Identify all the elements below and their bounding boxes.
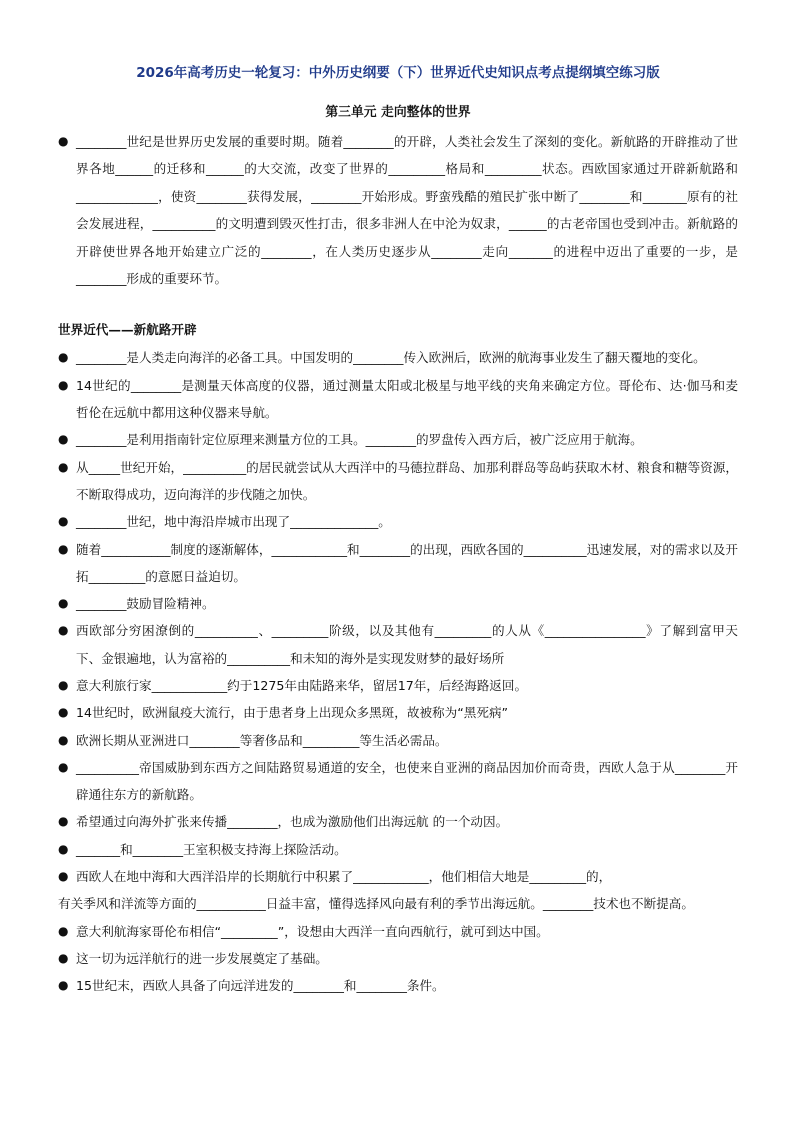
bullet-icon: ● (58, 678, 69, 692)
item-list (58, 344, 738, 999)
list-item-text: 14世纪的________是测量天体高度的仪器，通过测量太阳或北极星与地平线的夹角来确定方位。哥伦布、达·伽马和麦哲伦在远航中都用这种仪器来导航。 (76, 377, 738, 421)
list-item (58, 699, 738, 726)
bullet-icon: ● (58, 978, 69, 993)
list-item (58, 672, 738, 699)
list-item (58, 836, 738, 863)
bullet-icon: ● (58, 759, 69, 774)
list-item-text: ________世纪，地中海沿岸城市出现了______________。 (76, 514, 391, 530)
list-item-text: __________帝国威胁到东西方之间陆路贸易通道的安全，也使来自亚洲的商品因加价而奇贵，西欧人急于从________开辟通往东方的新航路。 (76, 759, 738, 803)
bullet-icon: ● (58, 869, 69, 884)
list-item-text: 意大利旅行家____________约于1275年由陆路来华，留居17年，后经海路返回。 (76, 678, 528, 693)
continuation-text: 有关季风和洋流等方面的___________日益丰富，懂得选择风向最有利的季节出海远航。________技术也不断提高。 (58, 896, 694, 912)
list-item (58, 372, 738, 427)
bullet-icon: ● (58, 134, 69, 148)
list-item (58, 426, 738, 453)
intro-text: ________世纪是世界历史发展的重要时期。随着________的开辟，人类社会发生了深刻的变化。新航路的开辟推动了世界各地______的迁移和______的大交流，改变了世界的_________格局和_________状态。西欧国家通过开辟新航路和_____________，使资________获得发展，________开始形成。野蛮残酷的殖民扩张中断了________和_______原有的社会发展进程，__________的文明遭到毁灭性打击，很多非洲人在中沦为奴隶，______的古老帝国也受到冲击。新航路的开辟使世界各地开始建立广泛的________，在人类历史逐步从________走向_______的进程中迈出了重要的一步，是________形成的重要环节。 (76, 134, 738, 287)
list-item-text: 意大利航海家哥伦布相信“_________”，设想由大西洋一直向西航行，就可到达中国。 (76, 923, 549, 939)
list-item (58, 945, 738, 972)
bullet-icon: ● (58, 541, 69, 556)
bullet-icon: ● (58, 841, 69, 856)
document-title: 2026年高考历史一轮复习：中外历史纲要（下）世界近代史知识点考点提纲填空练习版 (136, 65, 660, 81)
list-item-text: 15世纪末，西欧人具备了向远洋进发的________和________条件。 (76, 978, 445, 994)
list-item (58, 808, 738, 835)
bullet-icon: ● (58, 377, 69, 392)
list-item (58, 454, 738, 509)
bullet-icon: ● (58, 732, 69, 747)
list-item (58, 863, 738, 890)
bullet-icon: ● (58, 350, 69, 365)
bullet-icon: ● (58, 623, 69, 638)
list-item (58, 617, 738, 672)
bullet-icon: ● (58, 432, 69, 447)
bullet-icon: ● (58, 923, 69, 938)
list-item-text: ________是人类走向海洋的必备工具。中国发明的________传入欧洲后，欧洲的航海事业发生了翻天覆地的变化。 (76, 350, 706, 366)
list-item (58, 972, 738, 999)
list-item (58, 754, 738, 809)
section-heading: 世界近代——新航路开辟 (58, 322, 197, 338)
list-item-text: _______和________王室积极支持海上探险活动。 (76, 841, 347, 857)
bullet-icon: ● (58, 459, 69, 474)
list-item (58, 508, 738, 535)
bullet-icon: ● (58, 514, 69, 529)
bullet-icon: ● (58, 814, 69, 829)
list-item-text: 这一切为远洋航行的进一步发展奠定了基础。 (76, 950, 328, 966)
list-item-text: 西欧人在地中海和大西洋沿岸的长期航行中积累了____________，他们相信大地是_________的， (76, 869, 612, 885)
list-item (58, 536, 738, 591)
bullet-icon: ● (58, 596, 69, 611)
list-item-text: ________鼓励冒险精神。 (76, 596, 215, 612)
unit-title: 第三单元 走向整体的世界 (325, 105, 471, 120)
list-item-text: ________是利用指南针定位原理来测量方位的工具。________的罗盘传入西方后，被广泛应用于航海。 (76, 432, 643, 448)
intro-paragraph (58, 128, 738, 292)
bullet-icon: ● (58, 705, 69, 720)
list-item-text: 希望通过向海外扩张来传播________，也成为激励他们出海远航 的一个动因。 (76, 814, 509, 830)
list-item-text: 从_____世纪开始，__________的居民就尝试从大西洋中的马德拉群岛、加那利群岛等岛屿获取木材、粮食和糖等资源，不断取得成功，迈向海洋的步伐随之加快。 (76, 459, 738, 502)
list-item-text: 西欧部分穷困潦倒的__________、_________阶级，以及其他有_________的人从《________________》了解到富甲天下、金银遍地，认为富裕的__________和未知的海外是实现发财梦的最好场所 (76, 623, 738, 666)
list-item-text: 随着___________制度的逐渐解体，____________和________的出现，西欧各国的__________迅速发展，对的需求以及开拓_________的意愿日益迫切。 (76, 541, 738, 584)
list-item-text: 14世纪时，欧洲鼠疫大流行，由于患者身上出现众多黑斑，故被称为“黑死病” (76, 705, 509, 721)
list-item-text: 欧洲长期从亚洲进口________等奢侈品和_________等生活必需品。 (76, 732, 448, 748)
list-item (58, 344, 738, 371)
bullet-icon: ● (58, 950, 69, 965)
list-item (58, 727, 738, 754)
list-item (58, 918, 738, 945)
list-item (58, 590, 738, 617)
